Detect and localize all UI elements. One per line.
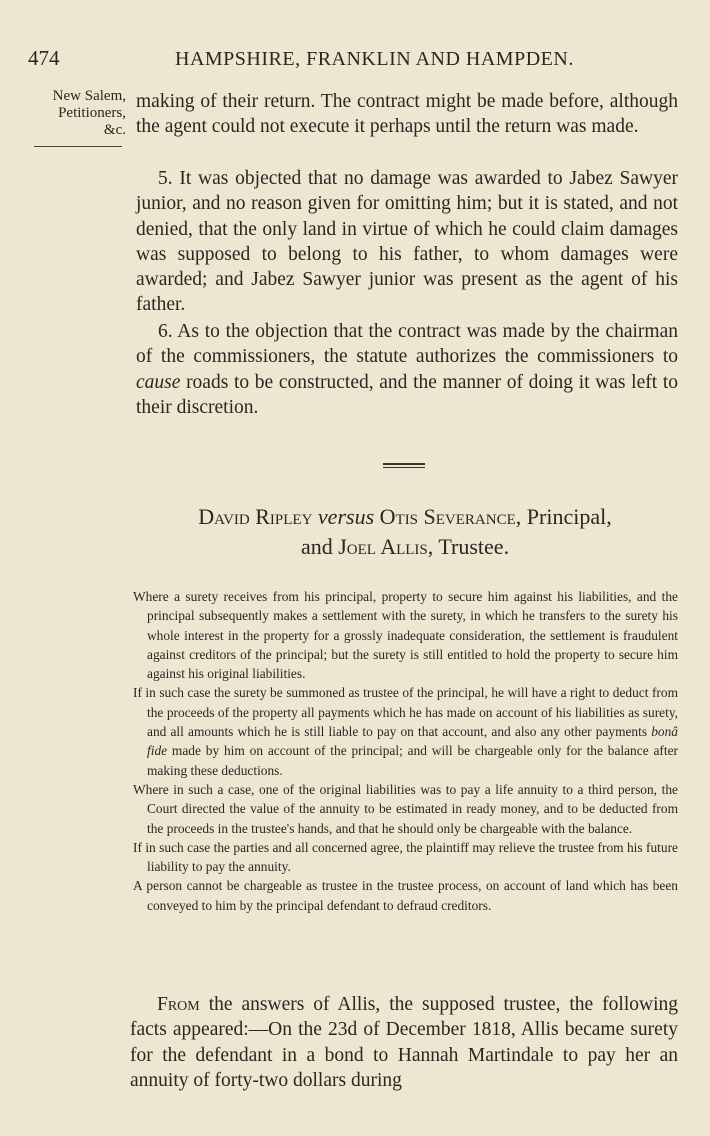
section-divider bbox=[383, 463, 425, 468]
prior-case-paragraph: 6. As to the objection that the contract was made by the chairman of the commissioners, the statute authorizes the commissioners to cause roads to be constructed, and the manner of doing it was left to their discretion. bbox=[136, 321, 678, 418]
headnotes bbox=[133, 587, 678, 915]
margin-note-line: Petitioners, bbox=[58, 105, 126, 121]
prior-case-paragraph: 5. It was objected that no damage was awarded to Jabez Sawyer junior, and no reason given for omitting him; but it is stated, and not denied, that the only land in virtue of which he could claim damages was supposed to belong to his father, to whom damages were awarded; and Jabez Sawyer junior was present as the agent of his father. bbox=[136, 168, 678, 316]
defendant-name: Otis Severance bbox=[379, 504, 516, 529]
headnote: If in such case the parties and all concerned agree, the plaintiff may relieve the trustee from his future liability to pay the annuity. bbox=[133, 839, 678, 875]
prior-case-paragraph: making of their return. The contract might be made before, although the agent could not execute it perhaps until the return was made. bbox=[136, 91, 678, 138]
margin-note-line: &c. bbox=[103, 122, 126, 138]
headnote: Where in such a case, one of the original liabilities was to pay a life annuity to a third person, the Court directed the value of the annuity to be estimated in ready money, and to be deducted from the proceeds in the trustee's hands, and that he should only be chargeable with the balance. bbox=[133, 781, 678, 836]
trustee-role: , Trustee. bbox=[427, 534, 510, 559]
headnote: Where a surety receives from his principal, property to secure him against his liabilities, and the principal subsequently makes a settlement with the surety, in which he transfers to the surety his whole interest in the property for a grossly inadequate consideration, the settlement is fraudulent against creditors of the principal; but the surety is still entitled to hold the property to secure him against his original liabilities. bbox=[133, 589, 678, 682]
defendant-role: , Principal, bbox=[515, 504, 612, 529]
emphasis: bonâ fide bbox=[147, 724, 678, 759]
trustee-name: Joel Allis bbox=[338, 534, 428, 559]
headnote: A person cannot be chargeable as trustee in the trustee process, on account of land which has been conveyed to him by the principal defendant to defraud creditors. bbox=[133, 878, 678, 913]
opinion-paragraph: From the answers of Allis, the supposed trustee, the following facts appeared:—On the 23d of December 1818, Allis became surety for the defendant in a bond to Hannah Martindale to pay her an annuity of forty-two dollars during bbox=[130, 994, 678, 1091]
conjunction: and bbox=[300, 534, 333, 559]
opening-word: From bbox=[157, 994, 200, 1015]
emphasis: cause bbox=[136, 371, 181, 393]
running-title: HAMPSHIRE, FRANKLIN AND HAMPDEN. bbox=[175, 48, 574, 70]
page-number: 474 bbox=[28, 46, 60, 70]
headnote: If in such case the surety be summoned as trustee of the principal, he will have a right to deduct from the proceeds of the property all payments which he has made on account of his liabilities as surety, and all amounts which he is still liable to pay on that account, and also any other payments bonâ fide made by him on account of the principal; and will be chargeable only for the balance after making these deductions. bbox=[133, 685, 678, 778]
plaintiff-name: David Ripley bbox=[198, 504, 313, 529]
margin-rule bbox=[34, 146, 122, 147]
margin-note bbox=[22, 88, 126, 139]
margin-note-line: New Salem, bbox=[52, 88, 126, 104]
case-title bbox=[125, 502, 685, 562]
versus: versus bbox=[317, 504, 375, 529]
